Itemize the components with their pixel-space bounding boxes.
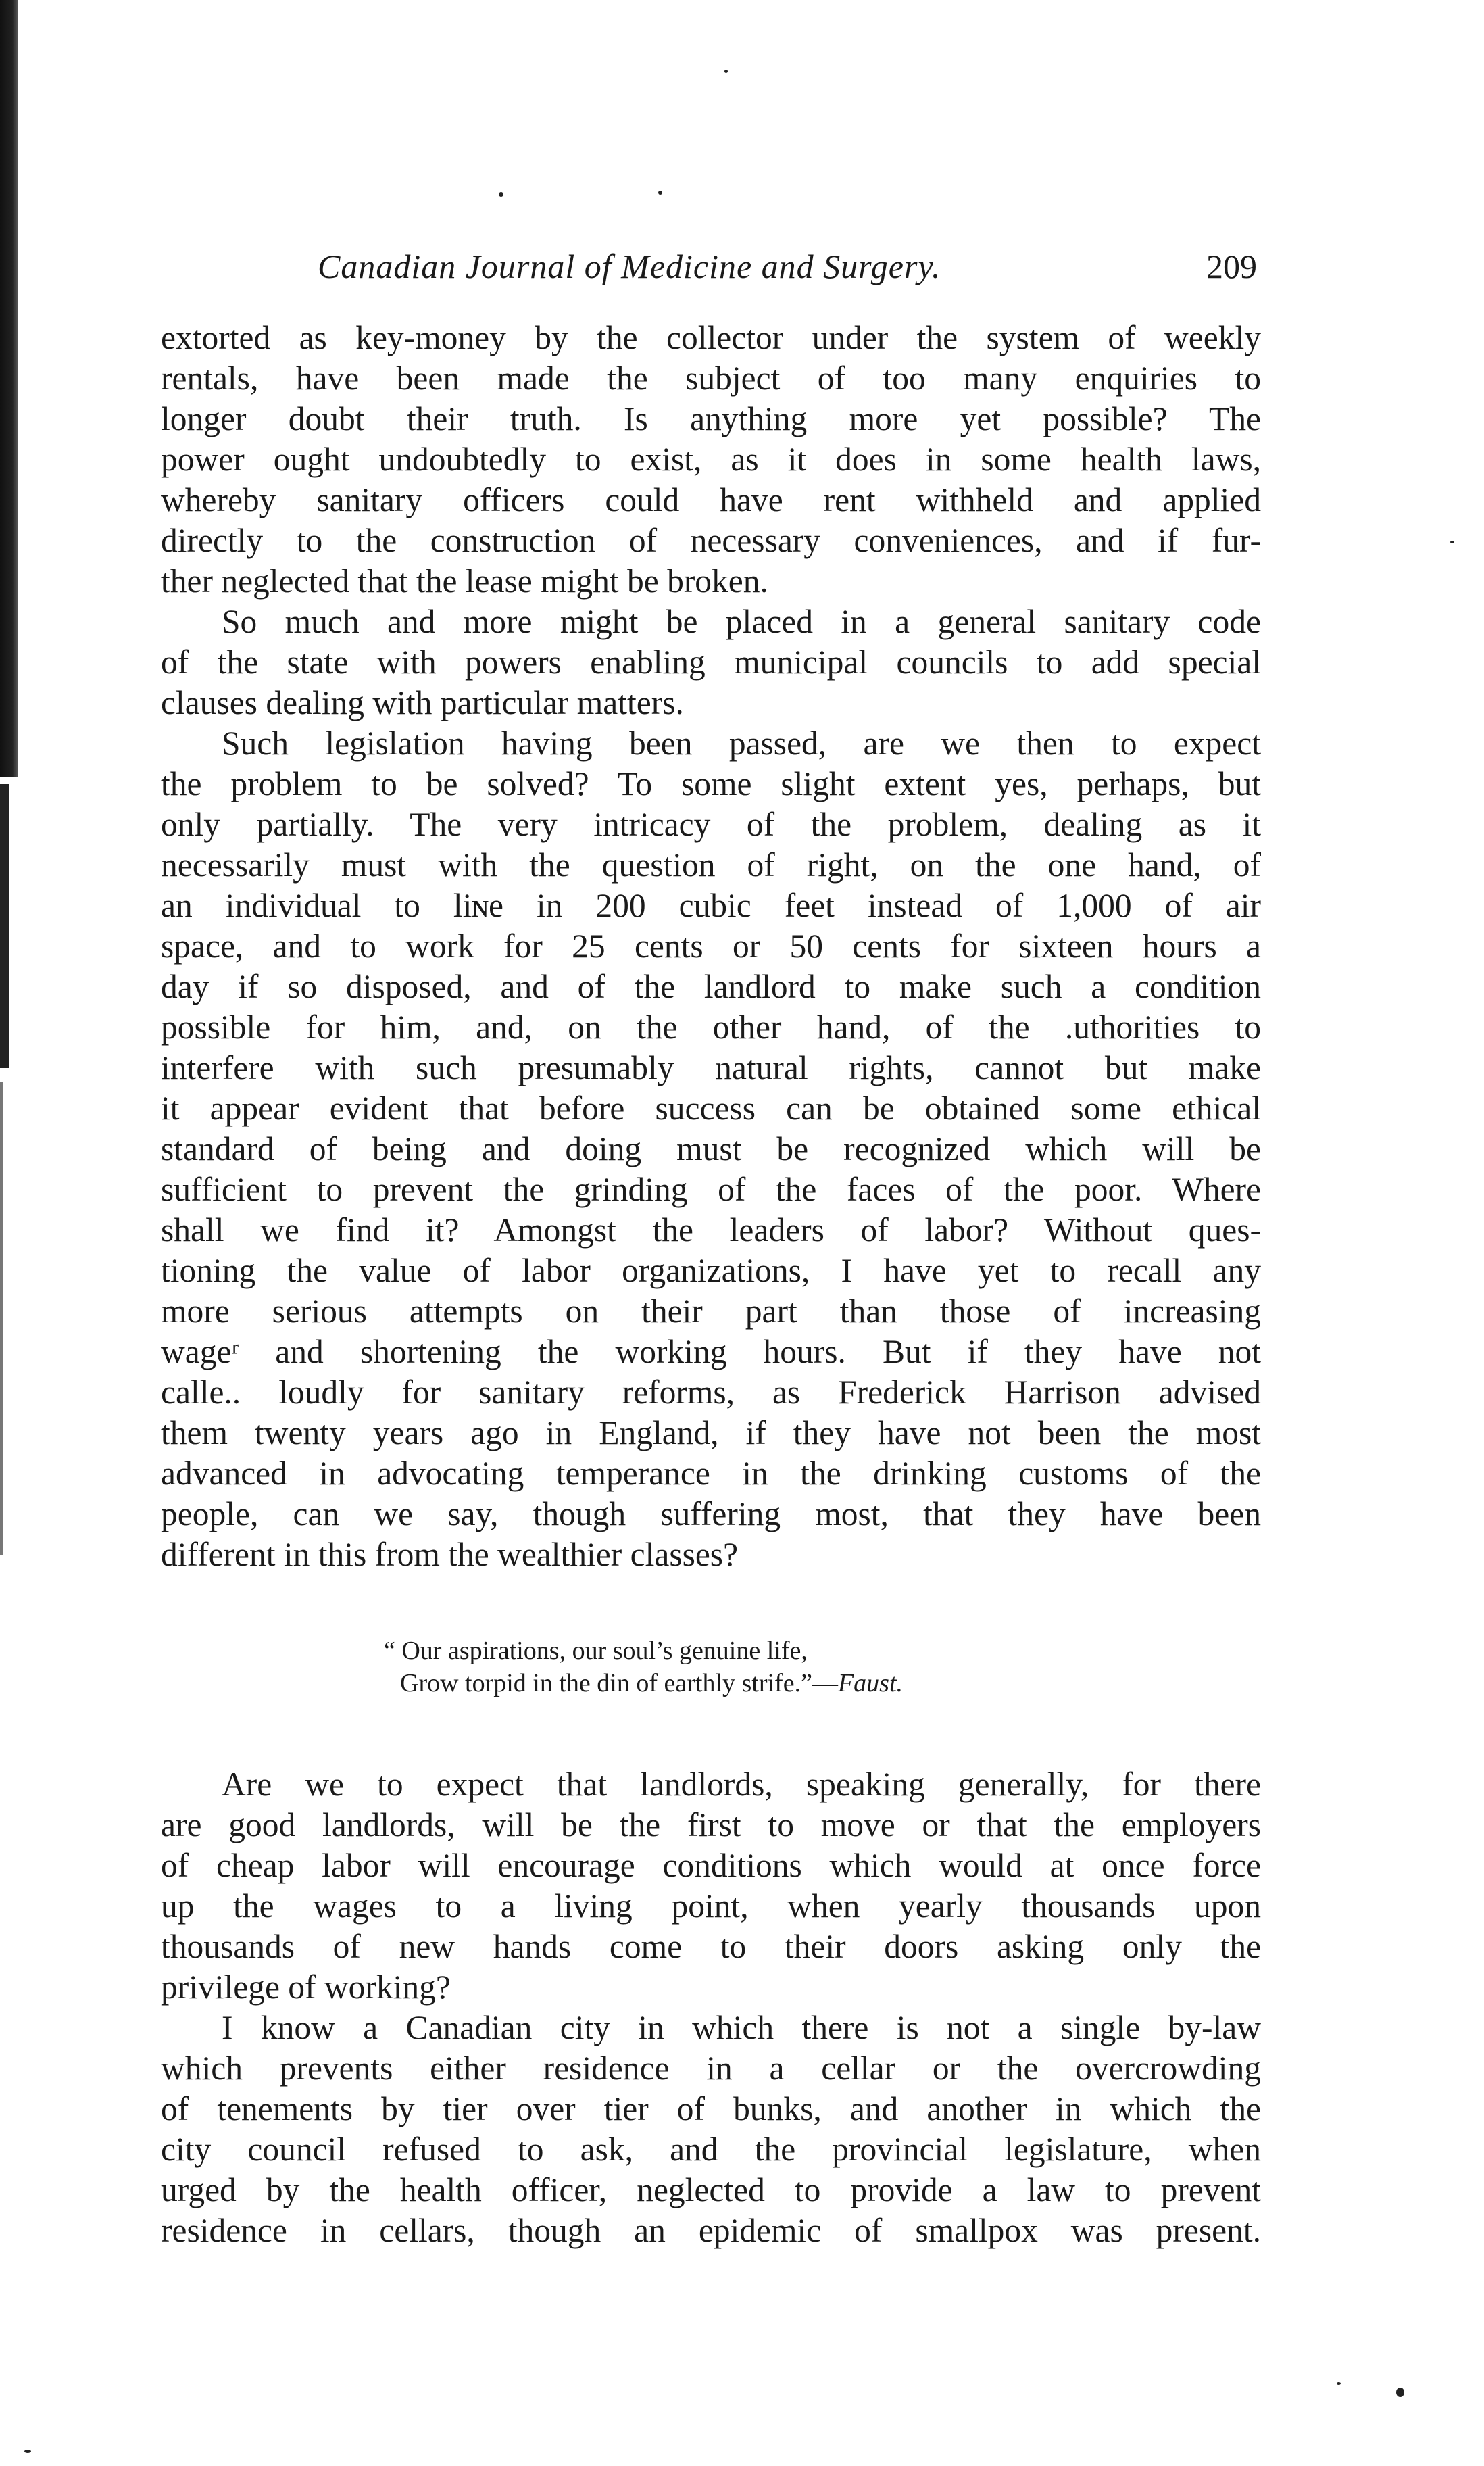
text-line: up the wages to a living point, when yearly thousands upon (161, 1887, 1261, 1925)
text-line: only partially. The very intricacy of the problem, dealing as it (161, 806, 1261, 843)
quote-line-1: “ Our aspirations, our soul’s genuine life, (384, 1637, 808, 1665)
binding-shadow-lower (0, 784, 9, 1068)
text-line: advanced in advocating temperance in the drinking customs of the (161, 1455, 1261, 1492)
paragraph (161, 2008, 1261, 2251)
text-line: directly to the construction of necessary conveniences, and if fur- (161, 522, 1261, 559)
text-line: are good landlords, will be the first to move or that the employers (161, 1806, 1261, 1843)
binding-shadow (0, 0, 18, 777)
paragraph (161, 602, 1261, 723)
quote-line-2 (384, 1667, 903, 1699)
text-line: longer doubt their truth. Is anything more yet possible? The (161, 400, 1261, 437)
quote-attribution: Faust. (837, 1669, 904, 1697)
scan-speck (1450, 541, 1454, 543)
text-line: ther neglected that the lease might be broken. (161, 562, 768, 600)
text-line: space, and to work for 25 cents or 50 cents for sixteen hours a (161, 927, 1261, 965)
text-line: more serious attempts on their part than those of increasing (161, 1292, 1261, 1330)
text-line: residence in cellars, though an epidemic of smallpox was present. (161, 2212, 1261, 2249)
text-line: it appear evident that before success can be obtained some ethical (161, 1090, 1261, 1127)
text-line: calle.. loudly for sanitary reforms, as Frederick Harrison advised (161, 1374, 1261, 1411)
paragraph (161, 318, 1261, 602)
text-line: an individual to liɴe in 200 cubic feet instead of 1,000 of air (161, 887, 1261, 924)
text-line: the problem to be solved? To some slight extent yes, perhaps, but (161, 765, 1261, 802)
scan-speck (658, 191, 662, 195)
text-line: different in this from the wealthier classes? (161, 1536, 739, 1573)
scan-speck (724, 70, 728, 73)
paragraph (161, 1764, 1261, 2008)
text-line: interfere with such presumably natural rights, cannot but make (161, 1049, 1261, 1086)
body-text-lower (161, 1764, 1261, 2251)
text-line: necessarily must with the question of right, on the one hand, of (161, 846, 1261, 884)
binding-shadow-faint (0, 1082, 3, 1555)
paragraph (161, 723, 1261, 1575)
text-line: shall we find it? Amongst the leaders of labor? Without ques- (161, 1211, 1261, 1249)
text-line: possible for him, and, on the other hand, of the .uthorities to (161, 1009, 1261, 1046)
text-line: Such legislation having been passed, are we then to expect (222, 725, 1261, 762)
quote-line-2-text: Grow torpid in the din of earthly strife.”— (400, 1669, 838, 1697)
text-line: people, can we say, though suffering most, that they have been (161, 1495, 1261, 1532)
body-text-upper (161, 318, 1261, 1575)
text-line: wageʳ and shortening the working hours. But if they have not (161, 1333, 1261, 1370)
text-line: Are we to expect that landlords, speaking generally, for there (222, 1766, 1261, 1803)
text-line: thousands of new hands come to their doors asking only the (161, 1928, 1261, 1965)
scan-speck (24, 2450, 31, 2453)
text-line: standard of being and doing must be recognized which will be (161, 1130, 1261, 1167)
text-line: extorted as key-money by the collector under the system of weekly (161, 319, 1261, 356)
running-header (162, 247, 1257, 294)
text-line: day if so disposed, and of the landlord to make such a condition (161, 968, 1261, 1005)
text-line: of tenements by tier over tier of bunks, and another in which the (161, 2090, 1261, 2127)
verse-quotation (384, 1635, 903, 1699)
text-line: I know a Canadian city in which there is not a single by-law (222, 2009, 1261, 2046)
scan-speck (1396, 2388, 1404, 2397)
text-line: of the state with powers enabling municipal councils to add special (161, 644, 1261, 681)
text-line: city council refused to ask, and the provincial legislature, when (161, 2131, 1261, 2168)
text-line: urged by the health officer, neglected to provide a law to prevent (161, 2171, 1261, 2208)
text-line: them twenty years ago in England, if they have not been the most (161, 1414, 1261, 1451)
page-number: 209 (1206, 247, 1257, 285)
text-line: So much and more might be placed in a general sanitary code (222, 603, 1261, 640)
scan-speck (1337, 2382, 1341, 2385)
journal-title: Canadian Journal of Medicine and Surgery. (318, 247, 941, 285)
text-line: power ought undoubtedly to exist, as it does in some health laws, (161, 441, 1261, 478)
text-line: clauses dealing with particular matters. (161, 684, 684, 721)
text-line: sufficient to prevent the grinding of the faces of the poor. Where (161, 1171, 1261, 1208)
text-line: which prevents either residence in a cellar or the overcrowding (161, 2050, 1261, 2087)
text-line: whereby sanitary officers could have rent withheld and applied (161, 481, 1261, 518)
scan-speck (499, 192, 503, 197)
text-line: tioning the value of labor organizations, I have yet to recall any (161, 1252, 1261, 1289)
text-line: rentals, have been made the subject of too many enquiries to (161, 360, 1261, 397)
text-line: of cheap labor will encourage conditions which would at once force (161, 1847, 1261, 1884)
text-line: privilege of working? (161, 1968, 451, 2006)
